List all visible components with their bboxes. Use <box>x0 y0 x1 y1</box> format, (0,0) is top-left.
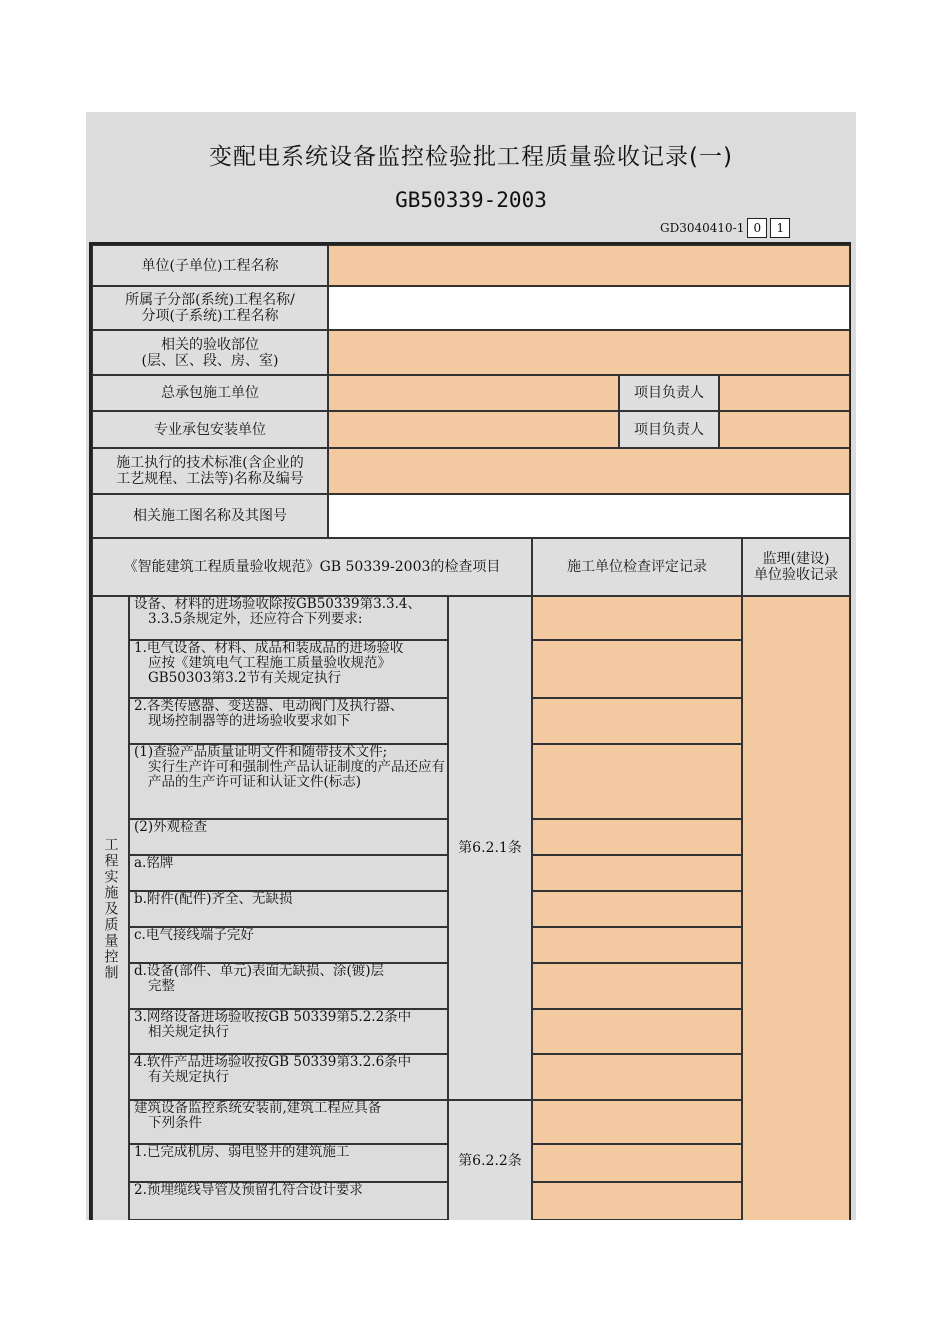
label-drawing: 相关施工图名称及其图号 <box>92 494 328 538</box>
input-contractor-record[interactable] <box>532 891 742 927</box>
input-contractor-record[interactable] <box>532 698 742 744</box>
input-general-contractor[interactable] <box>328 375 619 411</box>
check-item-line1: (1)查验产品质量证明文件和随带技术文件; <box>134 744 388 760</box>
form-title: 变配电系统设备监控检验批工程质量验收记录(一) <box>209 144 733 170</box>
check-item-line1: 设备、材料的进场验收除按GB50339第3.3.4、 <box>134 596 421 612</box>
label-sub-project-line1: 所属子分部(系统)工程名称/ <box>125 292 295 308</box>
input-tech-standard[interactable] <box>328 448 850 494</box>
input-project-lead-1[interactable] <box>719 375 850 411</box>
label-sub-project <box>92 286 328 330</box>
input-unit-project[interactable] <box>328 245 850 286</box>
input-special-contractor[interactable] <box>328 411 619 448</box>
check-item-line1: 1.已完成机房、弱电竖井的建筑施工 <box>134 1144 350 1160</box>
label-location <box>92 330 328 375</box>
input-contractor-record[interactable] <box>532 927 742 963</box>
check-item-line2: 完整 <box>148 978 175 994</box>
clause-6-2-1: 第6.2.1条 <box>448 596 532 1100</box>
label-location-line2: (层、区、段、房、室) <box>141 352 279 369</box>
input-sub-project[interactable] <box>328 286 850 330</box>
header-supervisor-record <box>742 538 850 596</box>
label-tech-standard-line2: 工艺规程、工法等)名称及编号 <box>116 471 304 487</box>
input-drawing[interactable] <box>328 494 850 538</box>
label-sub-project-line2: 分项(子系统)工程名称 <box>141 308 279 324</box>
label-tech-standard-line1: 施工执行的技术标准(含企业的 <box>116 455 304 471</box>
check-item <box>129 891 448 927</box>
check-item <box>129 963 448 1009</box>
input-project-lead-2[interactable] <box>719 411 850 448</box>
check-item <box>129 744 448 819</box>
check-item <box>129 1100 448 1144</box>
input-location[interactable] <box>328 330 850 375</box>
label-project-lead-1: 项目负责人 <box>619 375 719 411</box>
check-item-line1: 2.各类传感器、变送器、电动阀门及执行器、 <box>134 698 404 714</box>
label-general-contractor: 总承包施工单位 <box>92 375 328 411</box>
form-code-box-1[interactable]: 0 <box>747 218 767 238</box>
check-item <box>129 927 448 963</box>
check-item-line2: 有关规定执行 <box>148 1069 229 1085</box>
check-item-line1: 3.网络设备进场验收按GB 50339第5.2.2条中 <box>134 1009 412 1025</box>
section-label: 工程实施及质量控制 <box>92 596 129 1220</box>
label-project-lead-2: 项目负责人 <box>619 411 719 448</box>
check-item <box>129 1054 448 1100</box>
label-tech-standard <box>92 448 328 494</box>
check-item <box>129 1144 448 1182</box>
check-item-line2: 应按《建筑电气工程施工质量验收规范》GB50303第3.2节有关规定执行 <box>148 655 391 686</box>
input-contractor-record[interactable] <box>532 1009 742 1054</box>
input-contractor-record[interactable] <box>532 819 742 855</box>
input-contractor-record[interactable] <box>532 1054 742 1100</box>
check-item-line2: 实行生产许可和强制性产品认证制度的产品还应有产品的生产许可证和认证文件(标志) <box>148 759 445 790</box>
check-item-line1: d.设备(部件、单元)表面无缺损、涂(镀)层 <box>134 963 384 979</box>
check-item <box>129 855 448 891</box>
label-special-contractor: 专业承包安装单位 <box>92 411 328 448</box>
check-item-line2: 3.3.5条规定外，还应符合下列要求: <box>148 611 363 627</box>
input-contractor-record[interactable] <box>532 963 742 1009</box>
check-item-line1: b.附件(配件)齐全、无缺损 <box>134 891 293 907</box>
standard-code: GB50339-2003 <box>395 188 547 212</box>
input-contractor-record[interactable] <box>532 744 742 819</box>
check-item <box>129 819 448 855</box>
input-contractor-record[interactable] <box>532 596 742 640</box>
check-item <box>129 596 448 640</box>
header-supervisor-line2: 单位验收记录 <box>754 567 838 583</box>
header-check-items: 《智能建筑工程质量验收规范》GB 50339-2003的检查项目 <box>92 538 532 596</box>
check-item-line1: 2.预埋缆线导管及预留孔符合设计要求 <box>134 1182 363 1198</box>
form-code <box>660 218 790 238</box>
clause-6-2-2: 第6.2.2条 <box>448 1100 532 1220</box>
check-item-line2: 现场控制器等的进场验收要求如下 <box>148 713 351 729</box>
check-item <box>129 640 448 698</box>
check-item-line1: 1.电气设备、材料、成品和装成品的进场验收 <box>134 640 404 656</box>
check-item <box>129 1182 448 1220</box>
label-unit-project: 单位(子单位)工程名称 <box>92 245 328 286</box>
check-item-line1: 建筑设备监控系统安装前,建筑工程应具备 <box>134 1100 382 1116</box>
check-item-line1: 4.软件产品进场验收按GB 50339第3.2.6条中 <box>134 1054 412 1070</box>
input-contractor-record[interactable] <box>532 640 742 698</box>
check-item-line2: 相关规定执行 <box>148 1024 229 1040</box>
header-supervisor-line1: 监理(建设) <box>762 551 830 567</box>
check-item-line2: 下列条件 <box>148 1115 202 1131</box>
input-supervisor-record[interactable] <box>742 596 850 1220</box>
input-contractor-record[interactable] <box>532 1182 742 1220</box>
check-item-line1: (2)外观检查 <box>134 819 208 835</box>
label-location-line1: 相关的验收部位 <box>161 336 259 353</box>
input-contractor-record[interactable] <box>532 1100 742 1144</box>
form-code-prefix: GD3040410-1 <box>660 221 745 235</box>
header-contractor-record: 施工单位检查评定记录 <box>532 538 742 596</box>
check-item <box>129 698 448 744</box>
input-contractor-record[interactable] <box>532 1144 742 1182</box>
input-contractor-record[interactable] <box>532 855 742 891</box>
check-item-line1: a.铭牌 <box>134 855 174 871</box>
check-item <box>129 1009 448 1054</box>
form-code-box-2[interactable]: 1 <box>770 218 790 238</box>
check-item-line1: c.电气接线端子完好 <box>134 927 254 943</box>
